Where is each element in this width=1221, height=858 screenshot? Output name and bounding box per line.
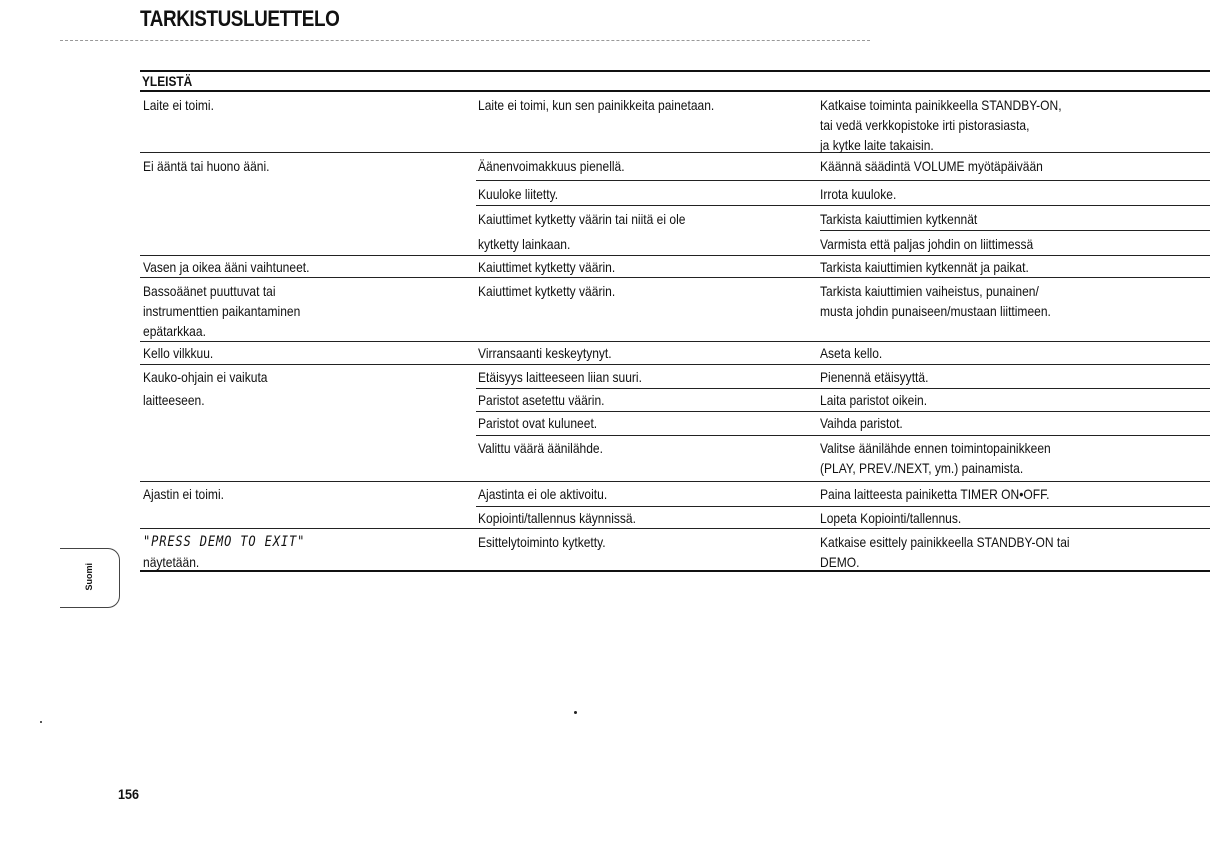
problem-cell: Laite ei toimi. bbox=[143, 97, 214, 113]
cause-cell: Valittu väärä äänilähde. bbox=[478, 440, 603, 456]
remedy-cell: Irrota kuuloke. bbox=[820, 186, 897, 202]
table-row bbox=[140, 256, 1210, 278]
page-number: 156 bbox=[118, 786, 140, 802]
language-tab bbox=[60, 548, 120, 608]
cause-cell: Kopiointi/tallennus käynnissä. bbox=[478, 510, 636, 526]
cause-cell: Esittelytoiminto kytketty. bbox=[478, 534, 606, 550]
remedy-cell: Käännä säädintä VOLUME myötäpäivään bbox=[820, 158, 1043, 174]
remedy-cell: Tarkista kaiuttimien vaiheistus, punainen/ musta johdin punaiseen/mustaan liittimeen. bbox=[820, 283, 1051, 319]
table-row bbox=[140, 206, 1210, 230]
table-row bbox=[140, 389, 1210, 411]
remedy-cell: Aseta kello. bbox=[820, 345, 883, 361]
table-row bbox=[140, 278, 1210, 342]
remedy-cell: Valitse äänilähde ennen toimintopainikkeen (PLAY, PREV./NEXT, ym.) painamista. bbox=[820, 440, 1051, 476]
table-row bbox=[140, 482, 1210, 506]
cause-cell: Paristot ovat kuluneet. bbox=[478, 415, 598, 431]
problem-cell: Ajastin ei toimi. bbox=[143, 486, 224, 502]
cause-cell: Kuuloke liitetty. bbox=[478, 186, 559, 202]
problem-cell: Bassoäänet puuttuvat tai instrumenttien paikantaminen epätarkkaa. bbox=[143, 283, 301, 339]
problem-cell: laitteeseen. bbox=[143, 392, 205, 408]
page-title: TARKISTUSLUETTELO bbox=[140, 6, 340, 31]
table-row bbox=[140, 342, 1210, 365]
remedy-cell: Vaihda paristot. bbox=[820, 415, 903, 431]
problem-cell: Ei ääntä tai huono ääni. bbox=[143, 158, 270, 174]
problem-cell: Kello vilkkuu. bbox=[143, 345, 214, 361]
language-tab-label: Suomi bbox=[84, 563, 94, 591]
title-rule bbox=[60, 40, 870, 41]
lcd-message: "PRESS DEMO TO EXIT" bbox=[143, 534, 306, 550]
cause-cell: Ajastinta ei ole aktivoitu. bbox=[478, 486, 608, 502]
table-row bbox=[140, 366, 1210, 388]
remedy-cell: Katkaise toiminta painikkeella STANDBY-ON, tai vedä verkkopistoke irti pistorasiasta, ja kytke laite takaisin. bbox=[820, 97, 1062, 153]
remedy-cell: Tarkista kaiuttimien kytkennät ja paikat. bbox=[820, 259, 1029, 275]
table-row bbox=[140, 507, 1210, 529]
cause-cell: Virransaanti keskeytynyt. bbox=[478, 345, 612, 361]
cause-cell: Äänenvoimakkuus pienellä. bbox=[478, 158, 625, 174]
remedy-cell: Katkaise esittely painikkeella STANDBY-ON tai DEMO. bbox=[820, 534, 1070, 570]
remedy-cell: Laita paristot oikein. bbox=[820, 392, 928, 408]
cause-cell: Etäisyys laitteeseen liian suuri. bbox=[478, 369, 642, 385]
section-header bbox=[140, 70, 1210, 92]
table-row bbox=[140, 153, 1210, 180]
remedy-cell: Lopeta Kopiointi/tallennus. bbox=[820, 510, 962, 526]
scan-speck bbox=[574, 711, 577, 714]
scan-speck bbox=[40, 721, 42, 723]
section-title: YLEISTÄ bbox=[142, 73, 193, 89]
remedy-cell: Paina laitteesta painiketta TIMER ON•OFF. bbox=[820, 486, 1050, 502]
cause-cell: Kaiuttimet kytketty väärin. bbox=[478, 259, 616, 275]
cause-cell: Kaiuttimet kytketty väärin tai niitä ei ole bbox=[478, 211, 686, 227]
cause-cell: Kaiuttimet kytketty väärin. bbox=[478, 283, 616, 299]
cause-cell: kytketty lainkaan. bbox=[478, 236, 571, 252]
table-row bbox=[140, 92, 1210, 153]
table-row bbox=[140, 436, 1210, 482]
remedy-cell: Tarkista kaiuttimien kytkennät bbox=[820, 211, 978, 227]
table-row bbox=[140, 231, 1210, 256]
table-row bbox=[140, 529, 1210, 572]
cause-cell: Paristot asetettu väärin. bbox=[478, 392, 605, 408]
remedy-cell: Varmista että paljas johdin on liittimessä bbox=[820, 236, 1034, 252]
problem-cell: Vasen ja oikea ääni vaihtuneet. bbox=[143, 259, 310, 275]
table-row bbox=[140, 412, 1210, 435]
problem-cell: Kauko-ohjain ei vaikuta bbox=[143, 369, 268, 385]
remedy-cell: Pienennä etäisyyttä. bbox=[820, 369, 929, 385]
table-row bbox=[140, 181, 1210, 205]
problem-cell: "PRESS DEMO TO EXIT" näytetään. bbox=[143, 534, 306, 570]
cause-cell: Laite ei toimi, kun sen painikkeita painetaan. bbox=[478, 97, 715, 113]
